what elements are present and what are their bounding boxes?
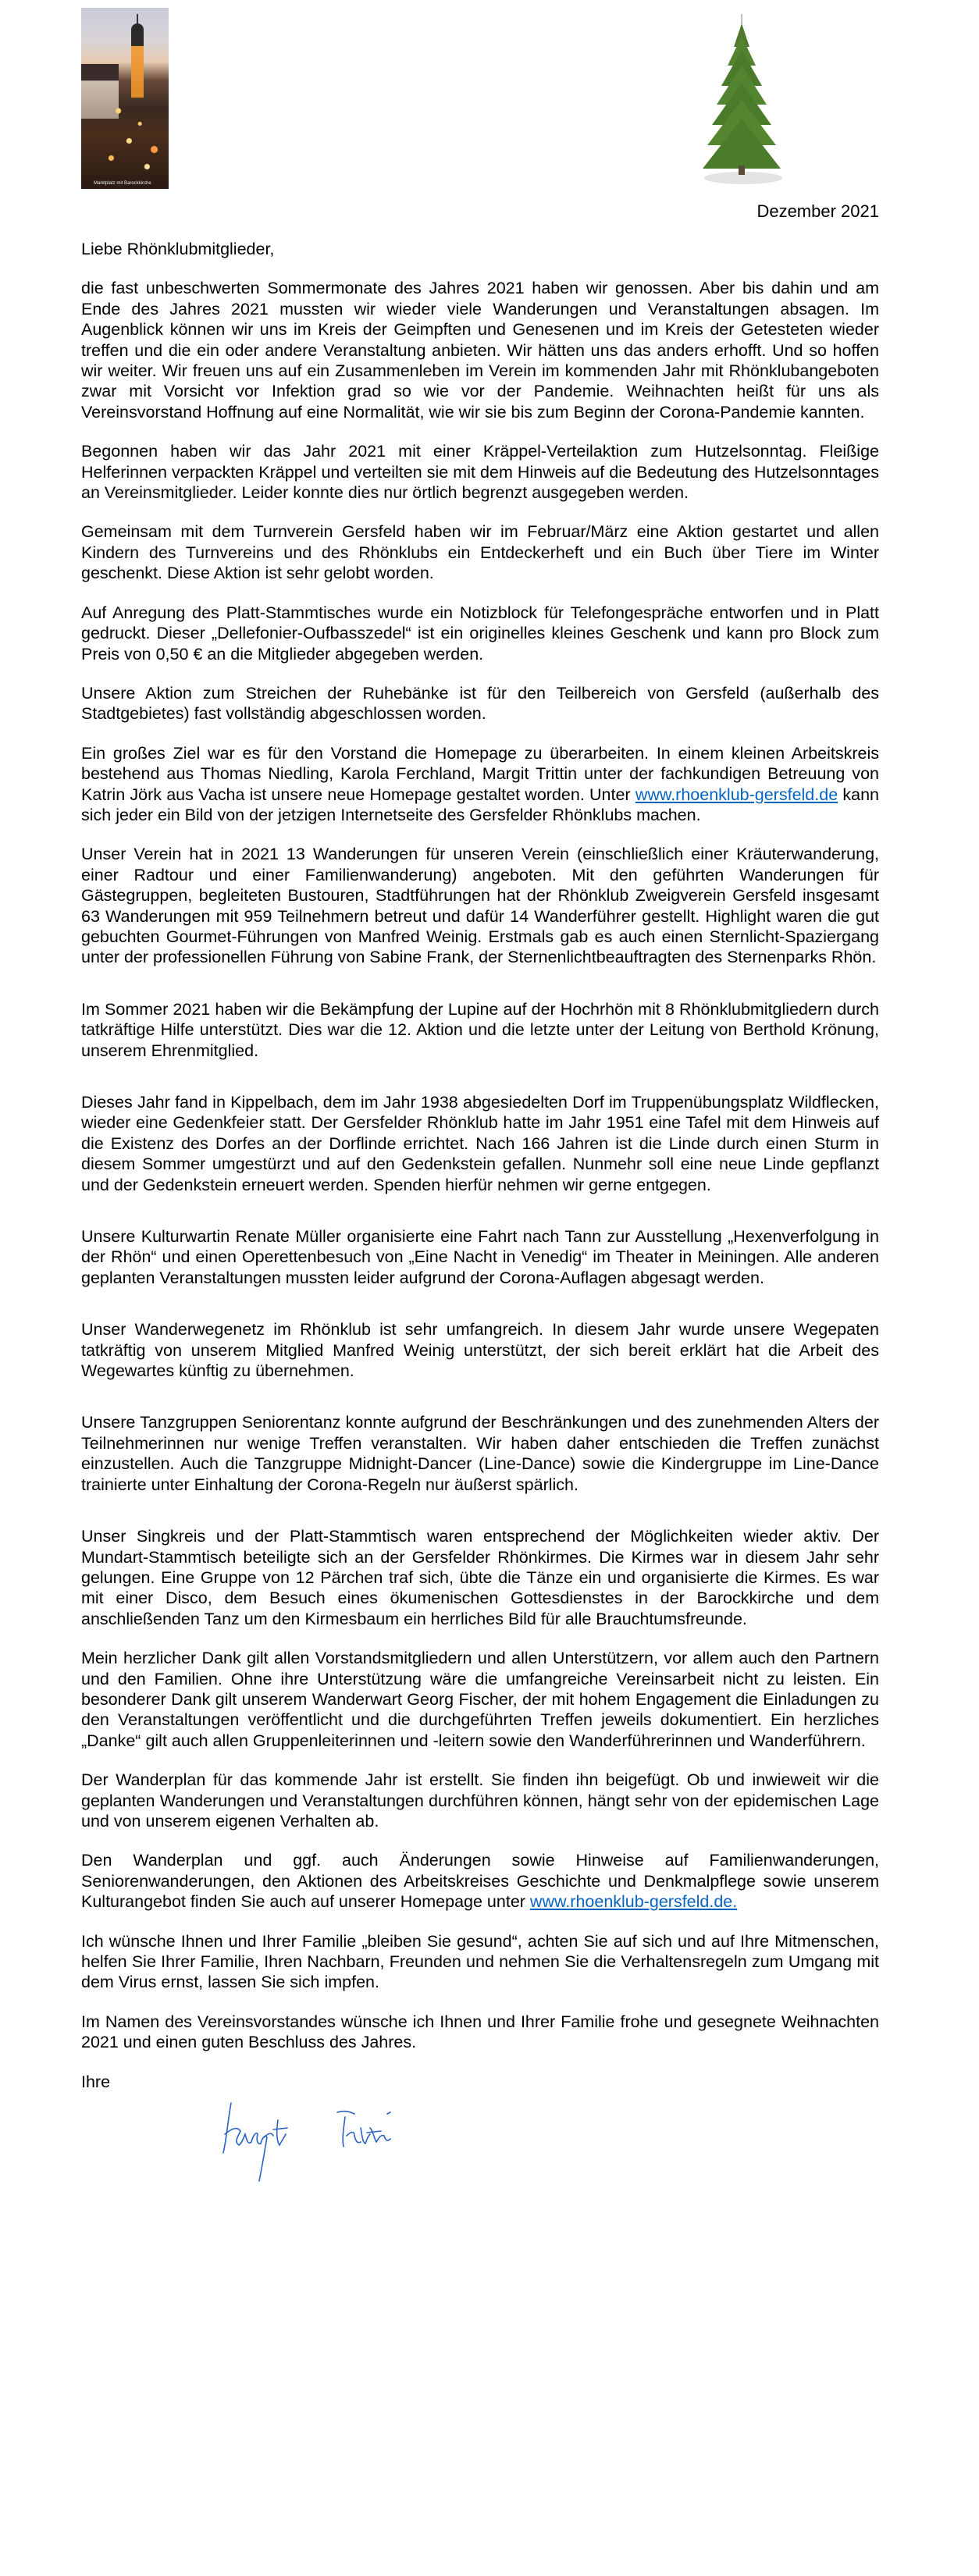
letter-body [81, 239, 879, 2183]
paragraph-wanderplan: Der Wanderplan für das kommende Jahr ist erstellt. Sie finden ihn beigefügt. Ob und inwieweit wir die geplanten Wanderungen und Veranstaltungen durchführen können, hängt sehr von der epidemischen Lage und von unserem eigenen Verhalten ab. [81, 1770, 879, 1831]
paragraph-lupine: Im Sommer 2021 haben wir die Bekämpfung der Lupine auf der Hochrhön mit 8 Rhönklubmitgliedern durch tatkräftige Hilfe unterstützt. Dies war die 12. Aktion und die letzte unter der Leitung von Berthold Krönung, unserem Ehrenmitglied. [81, 999, 879, 1060]
letter-date: Dezember 2021 [756, 201, 879, 221]
paragraph-ruhebaenke: Unsere Aktion zum Streichen der Ruhebänke ist für den Teilbereich von Gersfeld (außerhalb des Stadtgebietes) fast vollständig abgeschlossen worden. [81, 683, 879, 724]
paragraph-wanderungen: Unser Verein hat in 2021 13 Wanderungen für unseren Verein (einschließlich einer Kräuterwanderung, einer Radtour und einer Familienwanderung) angeboten. Mit den geführten Wanderungen für Gästegruppen, begleiteten Bustouren, Stadtführungen hat der Rhönklub Zweigverein Gersfeld insgesamt 63 Wanderungen mit 959 Teilnehmern betreut und dafür 14 Wanderführer gestellt. Highlight waren die gut gebuchten Gourmet-Führungen von Manfred Weinig. Erstmals gab es auch einen Sternlicht-Spaziergang unter der professionellen Führung von Sabine Frank, der Sternenlichtbeauftragten des Sternenparks Rhön. [81, 845, 879, 967]
paragraph-kraeppel: Begonnen haben wir das Jahr 2021 mit einer Kräppel-Verteilaktion zum Hutzelsonntag. Fleißige Helferinnen verpackten Kräppel und verteilten sie mit dem Hinweis auf die Bedeutung des Hutzelsonntages an Vereinsmitglieder. Leider konnte dies nur örtlich begrenzt ausgegeben werden. [81, 442, 879, 503]
paragraph-wanderplan-homepage-text: Den Wanderplan und ggf. auch Änderungen sowie Hinweise auf Familienwanderungen, Seniorenwanderungen, den Aktionen des Arbeitskreises Geschichte und Denkmalpflege sowie unserem Kulturangebot finden Sie auch auf unserer Homepage unter [81, 1851, 879, 1912]
signature-margit-trittin [214, 2097, 464, 2183]
paragraph-singkreis: Unser Singkreis und der Platt-Stammtisch waren entsprechend der Möglichkeiten wieder aktiv. Der Mundart-Stammtisch beteiligte sich an der Gersfelder Rhönkirmes. Die Kirmes war in diesem Jahr sehr gelungen. Eine Gruppe von 12 Pärchen traf sich, übte die Tänze ein und organisierte die Kirmes. Es war mit einer Disco, dem Besuch eines ökumenischen Gottesdienstes in der Barockkirche und dem anschließenden Tanz um den Kirmesbaum ein herrliches Bild für alle Brauchtumsfreunde. [81, 1527, 879, 1628]
paragraph-homepage-text-a: Ein großes Ziel war es für den Vorstand die Homepage zu überarbeiten. In einem kleinen Arbeitskreis bestehend aus Thomas Niedling, Karola Ferchland, Margit Trittin unter der fachkundigen Betreuung von Katrin Jörk aus Vacha ist unsere neue Homepage gestaltet worden. Unter [81, 743, 879, 804]
paragraph-dank: Mein herzlicher Dank gilt allen Vorstandsmitgliedern und allen Unterstützern, vor allem auch den Partnern und den Familien. Ohne ihre Unterstützung wäre die umfangreiche Vereinsarbeit nicht zu leisten. Ein besonderer Dank gilt unserem Wanderwart Georg Fischer, der mit hohem Engagement die Einladungen zu den Veranstaltungen veröffentlicht und die durchgeführten Treffen jeweils dokumentiert. Ein herzliches „Danke“ gilt auch allen Gruppenleiterinnen und -leitern sowie den Wanderführerinnen und Wanderführern. [81, 1649, 879, 1750]
paragraph-homepage [81, 743, 879, 826]
paragraph-weihnachtsgruss: Im Namen des Vereinsvorstandes wünsche ich Ihnen und Ihrer Familie frohe und gesegnete Weihnachten 2021 und einen guten Beschluss des Jahres. [81, 2012, 879, 2052]
photo-caption: Marktplatz mit Barockkirche [94, 181, 151, 186]
homepage-link[interactable]: www.rhoenklub-gersfeld.de [635, 785, 838, 804]
paragraph-tanzgruppen: Unsere Tanzgruppen Seniorentanz konnte aufgrund der Beschränkungen und des zunehmenden Alters der Teilnehmerinnen nur wenige Treffen veranstalten. Wir haben daher entschieden die Treffen zunächst einzustellen. Auch die Tanzgruppe Midnight-Dancer (Line-Dance) sowie die Kindergruppe im Line-Dance trainierte unter Einhaltung der Corona-Regeln nur äußerst spärlich. [81, 1413, 879, 1494]
church-tower [131, 23, 144, 98]
paragraph-wanderplan-homepage [81, 1850, 879, 1912]
paragraph-homepage-text-b: kann sich jeder ein Bild von der jetzigen Internetseite des Gersfelder Rhönklubs machen. [81, 785, 879, 824]
paragraph-kippelbach: Dieses Jahr fand in Kippelbach, dem im Jahr 1938 abgesiedelten Dorf im Truppenübungsplatz Wildflecken, wieder eine Gedenkfeier statt. Der Gersfelder Rhönklub hatte im Jahr 1951 eine Tafel mit dem Hinweis auf die Existenz des Dorfes an der Dorflinde errichtet. Nach 166 Jahren ist die Linde durch einen Sturm in diesem Sommer umgestürzt und auf den Gedenkstein gefallen. Nunmehr soll eine neue Linde gepflanzt und der Gedenkstein erneuert werden. Spenden hierfür nehmen wir gerne entgegen. [81, 1093, 879, 1194]
closing: Ihre [81, 2072, 111, 2091]
header-photo-marktplatz [81, 8, 169, 189]
christmas-tree-icon [687, 9, 796, 189]
paragraph-wuensche: Ich wünsche Ihnen und Ihrer Familie „bleiben Sie gesund“, achten Sie auf sich und auf Ihre Mitmenschen, helfen Sie Ihrer Familie, Ihren Nachbarn, Freunden und nehmen Sie die Verhaltensregeln zum Umgang mit dem Virus ernst, lassen Sie sich impfen. [81, 1931, 879, 1992]
paragraph-intro: die fast unbeschwerten Sommermonate des Jahres 2021 haben wir genossen. Aber bis dahin und am Ende des Jahres 2021 mussten wir wieder viele Wanderungen und Veranstaltungen absagen. Im Augenblick können wir uns im Kreis der Geimpften und Genesenen und im Kreis der Getesteten wieder treffen und die ein oder andere Veranstaltung anbieten. Wir hätten uns das anders erhofft. Und so hoffen wir weiter. Wir freuen uns auf ein Zusammenleben im Verein im kommenden Jahr mit Rhönklubangeboten zwar mit Vorsicht vor Infektion grad so wie vor der Pandemie. Weihnachten heißt für uns als Vereinsvorstand Hoffnung auf eine Normalität, wie wir sie bis zum Beginn der Corona-Pandemie kannten. [81, 279, 879, 422]
paragraph-turnverein: Gemeinsam mit dem Turnverein Gersfeld haben wir im Februar/März eine Aktion gestartet und allen Kindern des Turnvereins und des Rhönklubs ein Entdeckerheft und ein Buch über Tiere im Winter geschenkt. Diese Aktion ist sehr gelobt worden. [81, 522, 879, 583]
homepage-link-2[interactable]: www.rhoenklub-gersfeld.de. [529, 1892, 738, 1912]
paragraph-kultur: Unsere Kulturwartin Renate Müller organisierte eine Fahrt nach Tann zur Ausstellung „Hexenverfolgung in der Rhön“ und einen Operettenbesuch von „Eine Nacht in Venedig“ im Theater in Meiningen. Alle anderen geplanten Veranstaltungen mussten leider aufgrund der Corona-Auflagen abgesagt werden. [81, 1227, 879, 1287]
greeting: Liebe Rhönklubmitglieder, [81, 240, 275, 258]
paragraph-wanderwege: Unser Wanderwegenetz im Rhönklub ist sehr umfangreich. In diesem Jahr wurde unsere Wegepaten tatkräftig von unserem Mitglied Manfred Weinig unterstützt, der sich bereit erklärt hat die Arbeit des Wegewartes künftig zu übernehmen. [81, 1320, 879, 1381]
market-lights [97, 94, 169, 180]
paragraph-notizblock: Auf Anregung des Platt-Stammtisches wurde ein Notizblock für Telefongespräche entworfen und in Platt gedruckt. Dieser „Dellefonier-Oufbasszedel“ ist ein originelles kleines Geschenk und kann pro Block zum Preis von 0,50 € an die Mitglieder abgegeben werden. [81, 603, 879, 664]
